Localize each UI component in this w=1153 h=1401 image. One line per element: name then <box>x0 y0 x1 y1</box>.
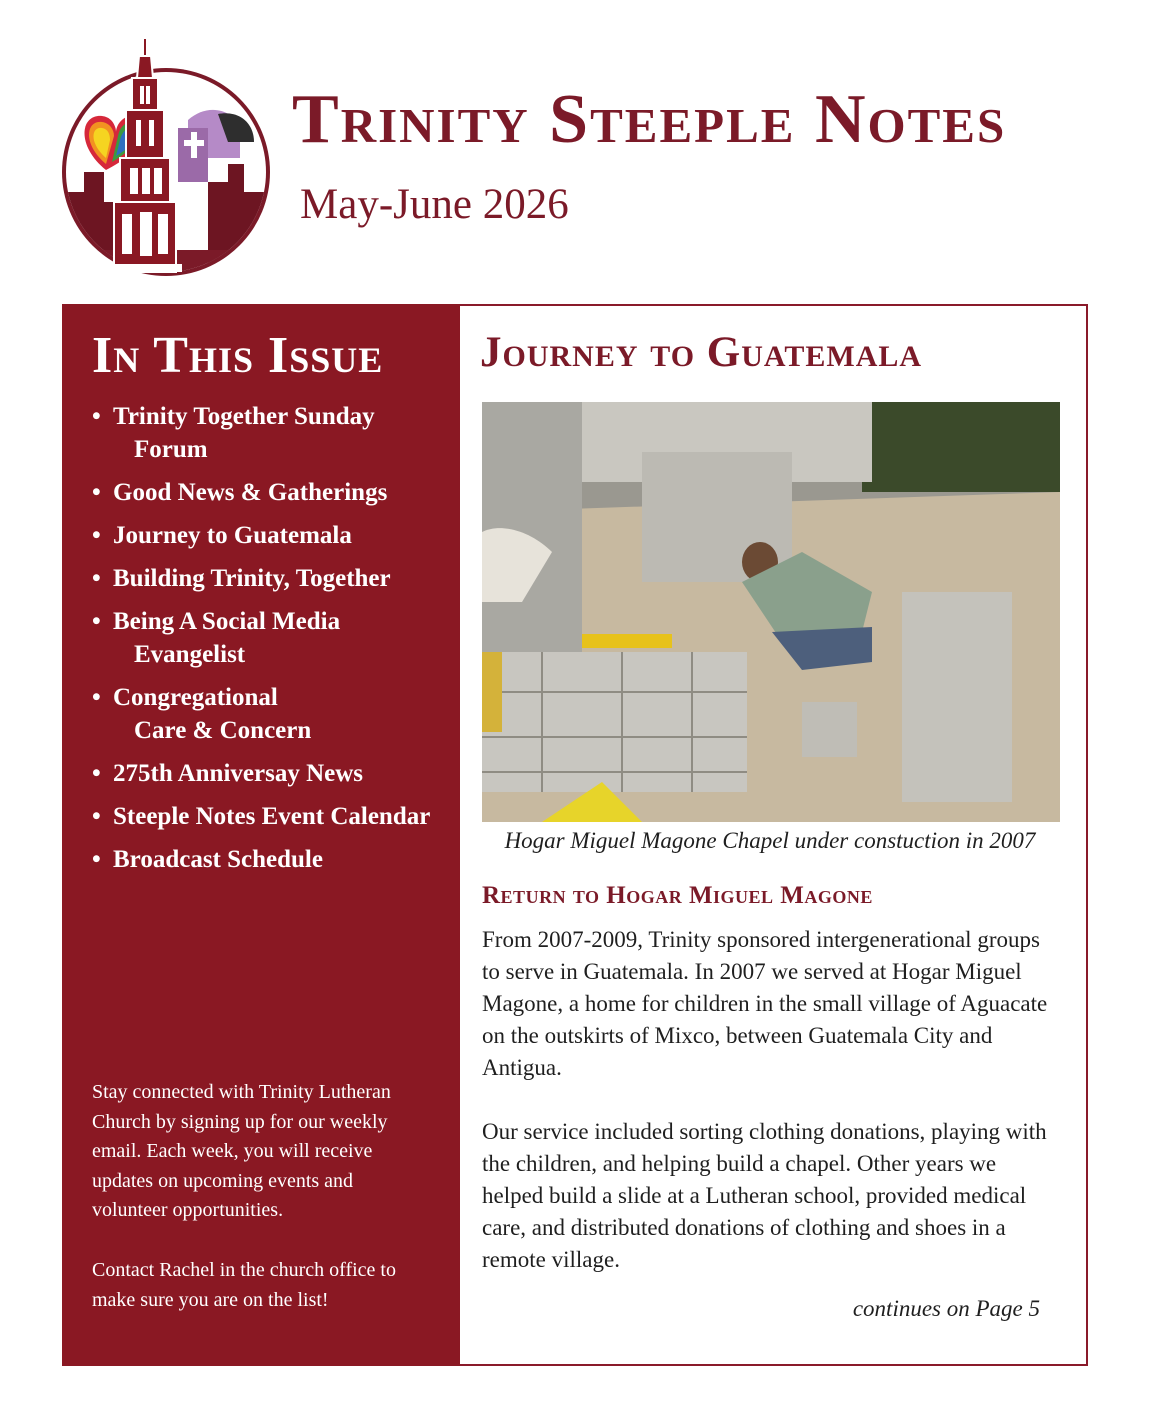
church-logo <box>58 32 274 280</box>
issue-date: May-June 2026 <box>300 181 569 228</box>
toc-item[interactable] <box>92 681 452 747</box>
toc-item[interactable] <box>92 800 452 833</box>
article-paragraph-1: From 2007-2009, Trinity sponsored intergenerational groups to serve in Guatemala. In 2007 we served at Hogar Miguel Magone, a home for children in the small village of Aguacate on the outskirts of Mixco, between Guatemala City and Antigua. <box>482 927 1048 1080</box>
contact-note: Contact Rachel in the church office to make sure you are on the list! <box>92 1259 396 1311</box>
photo-caption: Hogar Miguel Magone Chapel under constuction in 2007 <box>504 828 1036 853</box>
toc-item[interactable] <box>92 757 452 790</box>
sidebar-heading: In This Issue <box>92 327 384 384</box>
table-of-contents <box>92 400 452 886</box>
continues-link[interactable]: continues on Page 5 <box>852 1296 1040 1321</box>
toc-item[interactable] <box>92 519 452 552</box>
toc-item-label: Congregational <box>113 684 278 711</box>
toc-item[interactable] <box>92 476 452 509</box>
article <box>480 304 1070 1364</box>
toc-item-label: Broadcast Schedule <box>113 846 323 873</box>
toc-item[interactable] <box>92 605 452 671</box>
toc-item-label: Trinity Together Sunday <box>113 403 375 430</box>
article-heading: Journey to Guatemala <box>480 329 923 376</box>
toc-item-label: Journey to Guatemala <box>113 522 352 549</box>
toc-item-label-cont: Care & Concern <box>134 717 312 744</box>
sidebar <box>62 304 460 1366</box>
toc-item-label: Building Trinity, Together <box>113 565 391 592</box>
construction-photo <box>482 402 1060 822</box>
toc-item-label-cont: Forum <box>134 436 208 463</box>
toc-item-label-cont: Evangelist <box>134 641 246 668</box>
toc-item-label: Being A Social Media <box>113 608 341 635</box>
toc-item[interactable] <box>92 843 452 876</box>
article-subheading: Return to Hogar Miguel Magone <box>482 882 873 909</box>
toc-item-label: 275th Anniversay News <box>113 760 364 787</box>
article-paragraph-2: Our service included sorting clothing donations, playing with the children, and helping build a chapel. Other years we helped build a slide at a Lutheran school, provided medical care, and distributed donations of clothing and shoes in a remote village. <box>482 1119 1047 1272</box>
toc-item-label: Steeple Notes Event Calendar <box>113 803 431 830</box>
newsletter-title: Trinity Steeple Notes <box>292 81 1007 158</box>
toc-item[interactable] <box>92 400 452 466</box>
toc-item[interactable] <box>92 562 452 595</box>
newsletter-signup-note: Stay connected with Trinity Lutheran Church by signing up for our weekly email. Each week, you will receive updates on upcoming events and volunteer opportunities. <box>92 1081 391 1221</box>
toc-item-label: Good News & Gatherings <box>113 479 388 506</box>
